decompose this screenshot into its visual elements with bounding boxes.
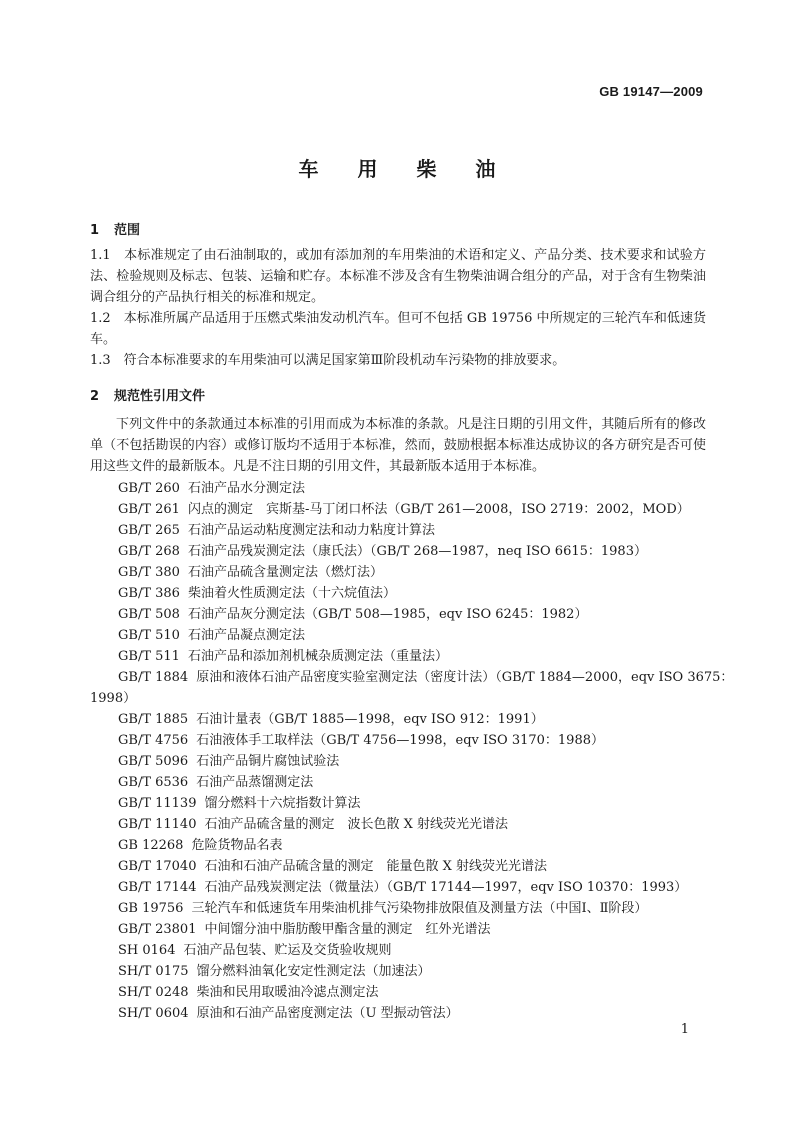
reference-item xyxy=(118,793,361,814)
reference-code: SH/T 0175 xyxy=(118,964,189,979)
reference-code: GB/T 17040 xyxy=(118,859,197,874)
reference-item xyxy=(118,856,547,877)
reference-title: 柴油着火性质测定法（十六烷值法） xyxy=(187,586,396,601)
reference-item xyxy=(118,835,282,856)
reference-item xyxy=(118,583,396,604)
reference-title: 石油产品包装、贮运及交货验收规则 xyxy=(183,943,392,958)
reference-item xyxy=(118,898,647,919)
clause-1-3: 1.3 符合本标准要求的车用柴油可以满足国家第Ⅲ阶段机动车污染物的排放要求。 xyxy=(90,353,566,368)
reference-title: 馏分燃料油氧化安定性测定法（加速法） xyxy=(196,964,431,979)
reference-title: 柴油和民用取暖油冷滤点测定法 xyxy=(196,985,379,1000)
reference-item xyxy=(118,499,690,520)
reference-title: 石油产品硫含量测定法（燃灯法） xyxy=(187,565,383,580)
reference-item xyxy=(118,961,431,982)
reference-item xyxy=(118,982,379,1003)
page-title: 车 用 柴 油 xyxy=(298,157,512,181)
reference-code: GB/T 23801 xyxy=(118,922,197,937)
reference-title: 三轮汽车和低速货车用柴油机排气污染物排放限值及测量方法（中国Ⅰ、Ⅱ阶段） xyxy=(191,901,648,916)
reference-item xyxy=(118,646,448,667)
reference-item xyxy=(118,562,383,583)
reference-code: GB/T 386 xyxy=(118,586,180,601)
reference-title: 石油产品凝点测定法 xyxy=(187,628,305,643)
reference-title: 石油计量表（GB/T 1885—1998，eqv ISO 912：1991） xyxy=(196,712,544,727)
reference-title: 石油产品蒸馏测定法 xyxy=(196,775,314,790)
reference-item xyxy=(118,541,647,562)
reference-title: 石油和石油产品硫含量的测定 能量色散 X 射线荧光光谱法 xyxy=(204,859,548,874)
page-number: 1 xyxy=(680,1022,689,1037)
reference-code: GB/T 11140 xyxy=(118,817,197,832)
reference-code: GB/T 6536 xyxy=(118,775,189,790)
reference-title-continued: 1998） xyxy=(90,691,137,706)
reference-item xyxy=(118,919,491,940)
reference-code: GB/T 511 xyxy=(118,649,180,664)
reference-title: 馏分燃料十六烷指数计算法 xyxy=(204,796,361,811)
reference-item xyxy=(118,940,391,961)
reference-title: 危险货物品名表 xyxy=(191,838,283,853)
reference-title: 石油产品灰分测定法（GB/T 508—1985，eqv ISO 6245：1982） xyxy=(187,607,588,622)
reference-code: GB/T 508 xyxy=(118,607,180,622)
reference-code: GB/T 510 xyxy=(118,628,180,643)
reference-code: SH/T 0248 xyxy=(118,985,189,1000)
reference-code: GB 19756 xyxy=(118,901,184,916)
reference-item xyxy=(118,730,604,751)
clause-1-1: 1.1 本标准规定了由石油制取的，或加有添加剂的车用柴油的术语和定义、产品分类、技术要求和试验方法、检验规则及标志、包装、运输和贮存。本标准不涉及含有生物柴油调合组分的产品，对于含有生物柴油调合组分的产品执行相关的标准和规定。 xyxy=(90,248,706,305)
reference-title: 石油产品硫含量的测定 波长色散 X 射线荧光光谱法 xyxy=(204,817,509,832)
reference-code: GB/T 380 xyxy=(118,565,180,580)
section-1-heading xyxy=(90,219,140,238)
reference-item xyxy=(118,520,435,541)
reference-code: GB/T 11139 xyxy=(118,796,197,811)
reference-code: GB/T 260 xyxy=(118,481,180,496)
reference-code: GB/T 1884 xyxy=(118,670,189,685)
reference-code: GB/T 265 xyxy=(118,523,180,538)
section-number: 2 xyxy=(90,389,100,404)
reference-title: 石油产品残炭测定法（微量法）（GB/T 17144—1997，eqv ISO 10370：1993） xyxy=(204,880,688,895)
reference-code: GB/T 1885 xyxy=(118,712,189,727)
reference-item xyxy=(118,478,305,499)
reference-item xyxy=(118,814,508,835)
reference-title: 石油产品铜片腐蚀试验法 xyxy=(196,754,340,769)
reference-item xyxy=(118,604,587,625)
reference-item xyxy=(118,877,687,898)
reference-title: 石油产品和添加剂机械杂质测定法（重量法） xyxy=(187,649,448,664)
reference-code: GB/T 17144 xyxy=(118,880,197,895)
clause-1-2: 1.2 本标准所属产品适用于压燃式柴油发动机汽车。但可不包括 GB 19756 中所规定的三轮汽车和低速货车。 xyxy=(90,311,706,347)
standard-number: GB 19147—2009 xyxy=(599,84,703,99)
section-2-intro: 下列文件中的条款通过本标准的引用而成为本标准的条款。凡是注日期的引用文件，其随后所有的修改单（不包括勘误的内容）或修订版均不适用于本标准，然而，鼓励根据本标准达成协议的各方研究是否可使用这些文件的最新版本。凡是不注日期的引用文件，其最新版本适用于本标准。 xyxy=(90,417,706,474)
reference-code: GB/T 268 xyxy=(118,544,180,559)
reference-code: GB/T 4756 xyxy=(118,733,189,748)
reference-item xyxy=(118,1003,459,1024)
reference-title: 中间馏分油中脂肪酸甲酯含量的测定 红外光谱法 xyxy=(204,922,491,937)
reference-item xyxy=(118,625,305,646)
reference-item xyxy=(118,709,544,730)
reference-item xyxy=(118,667,733,688)
reference-code: GB/T 261 xyxy=(118,502,180,517)
section-2-heading xyxy=(90,385,205,404)
reference-code: GB 12268 xyxy=(118,838,184,853)
reference-title: 原油和石油产品密度测定法（U 型振动管法） xyxy=(196,1006,459,1021)
reference-title: 石油产品水分测定法 xyxy=(187,481,305,496)
reference-title: 石油产品残炭测定法（康氏法）（GB/T 268—1987，neq ISO 6615：1983） xyxy=(187,544,647,559)
reference-title: 石油液体手工取样法（GB/T 4756—1998，eqv ISO 3170：1988） xyxy=(196,733,604,748)
reference-item xyxy=(118,772,313,793)
reference-title: 石油产品运动粘度测定法和动力粘度计算法 xyxy=(187,523,435,538)
section-title: 范围 xyxy=(114,223,141,238)
reference-code: GB/T 5096 xyxy=(118,754,189,769)
reference-code: SH 0164 xyxy=(118,943,176,958)
reference-title: 原油和液体石油产品密度实验室测定法（密度计法）（GB/T 1884—2000，eqv ISO 3675： xyxy=(196,670,734,685)
section-number: 1 xyxy=(90,223,100,238)
reference-title: 闪点的测定 宾斯基-马丁闭口杯法（GB/T 261—2008，ISO 2719：2002，MOD） xyxy=(187,502,690,517)
section-title: 规范性引用文件 xyxy=(114,389,206,404)
reference-item xyxy=(118,751,339,772)
reference-code: SH/T 0604 xyxy=(118,1006,189,1021)
